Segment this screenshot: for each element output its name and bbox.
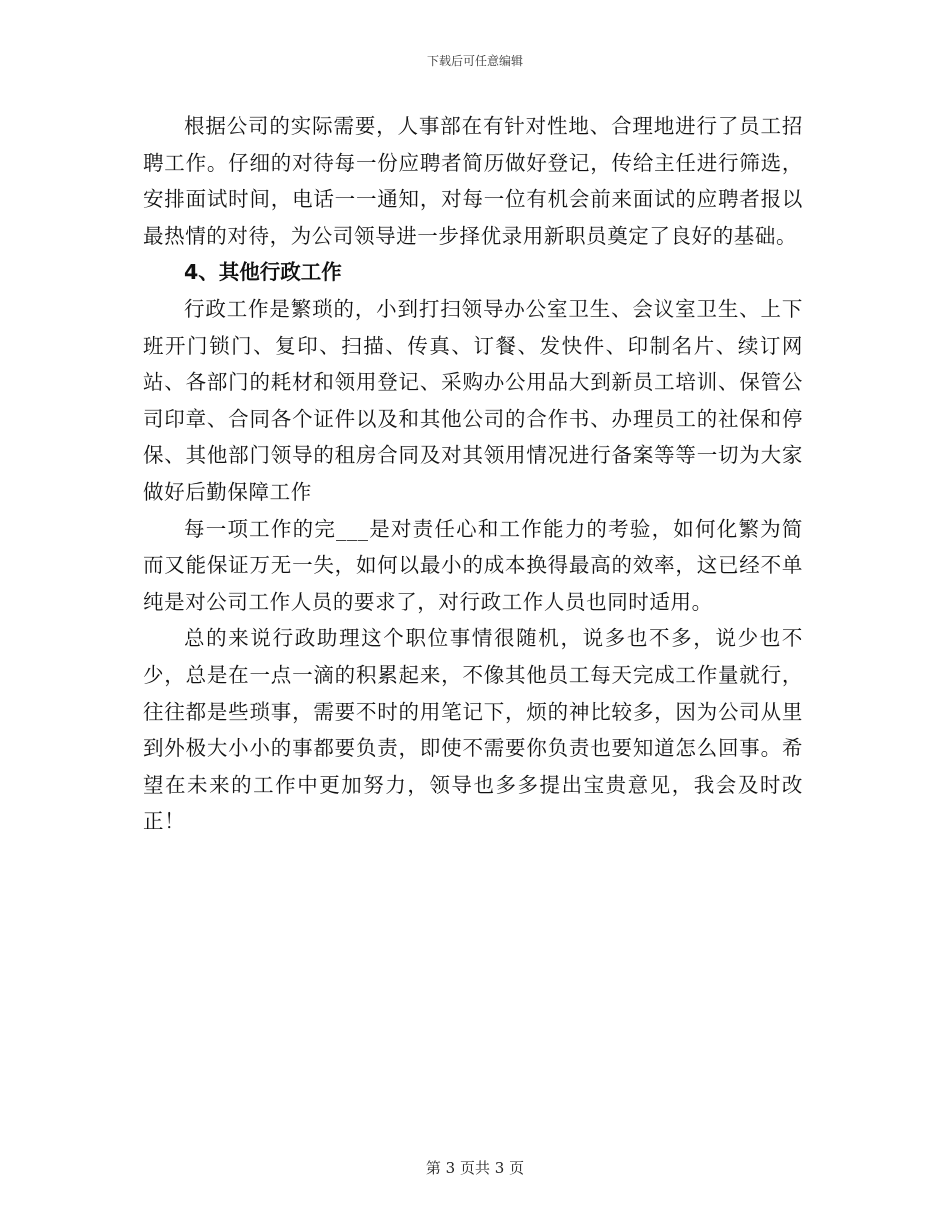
paragraph-recruitment: 根据公司的实际需要，人事部在有针对性地、合理地进行了员工招聘工作。仔细的对待每一份应聘者简历做好登记，传给主任进行筛选，安排面试时间，电话一一通知，对每一位有机会前来面试的应聘者报以最热情的对待，为公司领导进一步择优录用新职员奠定了良好的基础。 (143, 114, 803, 248)
paragraph-summary: 总的来说行政助理这个职位事情很随机，说多也不多，说少也不少，总是在一点一滴的积累起来，不像其他员工每天完成工作量就行，往往都是些琐事，需要不时的用笔记下，烦的神比较多，因为公司从里到外极大小小的事都要负责，即使不需要你负责也要知道怎么回事。希望在未来的工作中更加努力，领导也多多提出宝贵意见，我会及时改正！ (143, 626, 803, 834)
paragraph-responsibility: 每一项工作的完___是对责任心和工作能力的考验，如何化繁为简而又能保证万无一失，如何以最小的成本换得最高的效率，这已经不单纯是对公司工作人员的要求了，对行政工作人员也同时适用。 (143, 516, 803, 614)
section-heading-other-admin-work: 4、其他行政工作 (184, 260, 342, 285)
document-body (143, 108, 803, 840)
paragraph-admin-tasks: 行政工作是繁琐的，小到打扫领导办公室卫生、会议室卫生、上下班开门锁门、复印、扫描、传真、订餐、发快件、印制名片、续订网站、各部门的耗材和领用登记、采购办公用品大到新员工培训、保管公司印章、合同各个证件以及和其他公司的合作书、办理员工的社保和停保、其他部门领导的租房合同及对其领用情况进行备案等等一切为大家做好后勤保障工作 (143, 296, 803, 504)
page-header: 下载后可任意编辑 (426, 54, 523, 68)
page-footer: 第 3 页共 3 页 (425, 1159, 525, 1177)
